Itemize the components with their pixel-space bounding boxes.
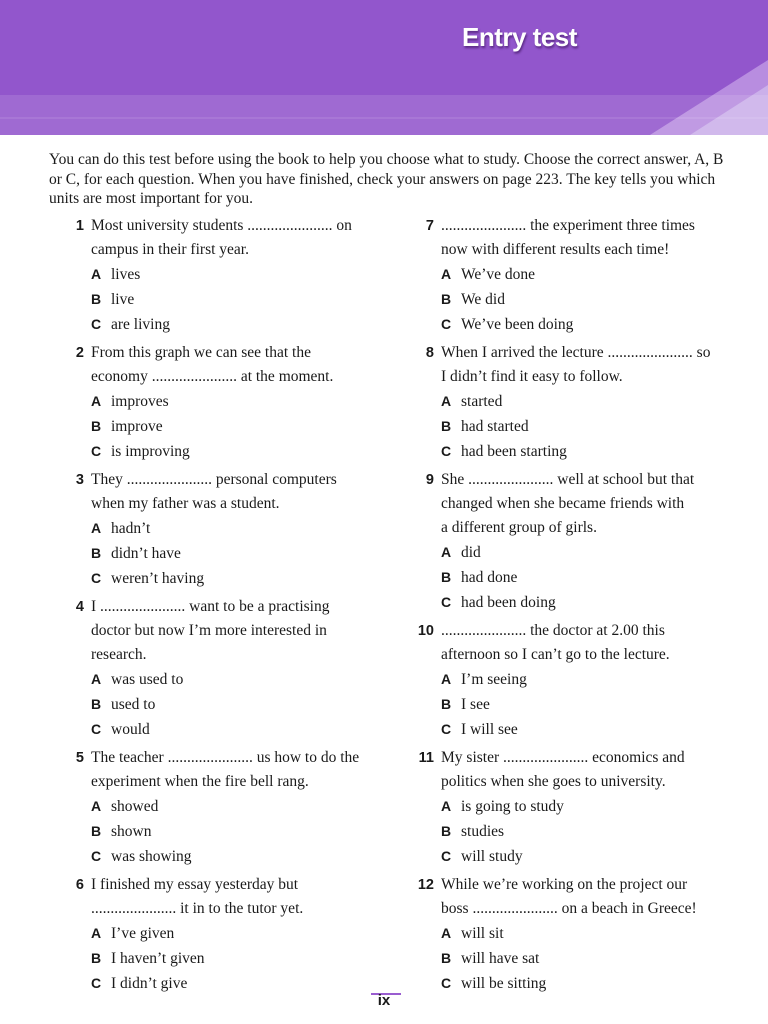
option-letter: B <box>441 696 452 712</box>
question-text-line: doctor but now I’m more interested in <box>91 622 327 639</box>
question-text-line: ...................... it in to the tutor yet. <box>91 900 304 917</box>
option-letter: A <box>441 671 452 687</box>
option-letter: B <box>91 696 102 712</box>
question-number: 8 <box>425 345 434 361</box>
answer-option[interactable] <box>91 921 380 946</box>
question-text-line: She ...................... well at school but that <box>441 471 695 488</box>
option-text: showed <box>111 798 159 815</box>
question-text-line: ...................... the experiment three times <box>441 217 695 234</box>
answer-option[interactable] <box>91 287 380 312</box>
question-text-line: From this graph we can see that the <box>91 344 311 361</box>
option-text: used to <box>111 696 156 713</box>
question-text-line: While we’re working on the project our <box>441 876 688 893</box>
question-text-line: I finished my essay yesterday but <box>91 876 299 893</box>
option-text: studies <box>461 823 505 840</box>
answer-option[interactable] <box>441 667 730 692</box>
option-letter: B <box>91 545 102 561</box>
option-letter: C <box>91 721 102 737</box>
question-number: 7 <box>425 218 434 234</box>
option-letter: A <box>441 925 452 941</box>
question-item <box>60 746 380 869</box>
option-text: improves <box>111 393 169 410</box>
answer-option[interactable] <box>441 844 730 869</box>
option-letter: C <box>91 316 102 332</box>
question-item <box>410 214 730 337</box>
option-text: didn’t have <box>111 545 181 562</box>
option-text: will be sitting <box>461 975 547 992</box>
answer-option[interactable] <box>91 946 380 971</box>
option-text: had been doing <box>461 594 556 611</box>
option-letter: A <box>441 393 452 409</box>
option-letter: C <box>441 848 452 864</box>
question-number: 4 <box>75 599 84 615</box>
question-item <box>410 873 730 996</box>
question-number: 1 <box>75 218 84 234</box>
option-text: are living <box>111 316 170 333</box>
option-text: I haven’t given <box>111 950 205 967</box>
question-text-line: I ...................... want to be a practising <box>91 598 330 615</box>
option-letter: C <box>441 975 452 991</box>
option-letter: A <box>91 925 102 941</box>
option-text: was used to <box>111 671 184 688</box>
question-text-line: experiment when the fire bell rang. <box>91 773 309 790</box>
option-text: I will see <box>461 721 518 738</box>
option-text: was showing <box>111 848 192 865</box>
option-letter: B <box>91 291 102 307</box>
answer-option[interactable] <box>91 262 380 287</box>
question-item <box>60 468 380 591</box>
answer-option[interactable] <box>91 414 380 439</box>
option-letter: C <box>91 848 102 864</box>
answer-option[interactable] <box>441 414 730 439</box>
answer-option[interactable] <box>441 946 730 971</box>
answer-option[interactable] <box>441 565 730 590</box>
option-letter: C <box>91 570 102 586</box>
question-text-line: I didn’t find it easy to follow. <box>441 368 623 385</box>
question-number: 3 <box>75 472 84 488</box>
answer-option[interactable] <box>91 389 380 414</box>
option-letter: B <box>91 950 102 966</box>
question-number: 11 <box>418 750 434 766</box>
question-text-line: ...................... the doctor at 2.00 this <box>441 622 665 639</box>
option-text: We did <box>461 291 505 308</box>
option-text: will have sat <box>461 950 540 967</box>
option-letter: B <box>441 291 452 307</box>
header-banner <box>0 0 768 135</box>
question-text-line: The teacher ...................... us how to do the <box>91 749 360 766</box>
answer-option[interactable] <box>91 439 380 464</box>
answer-option[interactable] <box>441 590 730 615</box>
answer-option[interactable] <box>441 439 730 464</box>
option-text: had started <box>461 418 529 435</box>
answer-option[interactable] <box>441 312 730 337</box>
question-number: 2 <box>75 345 84 361</box>
answer-option[interactable] <box>441 692 730 717</box>
option-letter: B <box>441 418 452 434</box>
option-text: is going to study <box>461 798 564 815</box>
option-letter: C <box>441 721 452 737</box>
answer-option[interactable] <box>441 540 730 565</box>
answer-option[interactable] <box>91 312 380 337</box>
option-letter: C <box>91 975 102 991</box>
option-text: had done <box>461 569 518 586</box>
answer-option[interactable] <box>91 794 380 819</box>
option-letter: C <box>441 443 452 459</box>
answer-option[interactable] <box>441 921 730 946</box>
question-text-line: When I arrived the lecture ...................... so <box>441 344 711 361</box>
question-text-line: Most university students ...................... on <box>91 217 352 234</box>
question-item <box>410 341 730 464</box>
answer-option[interactable] <box>91 819 380 844</box>
question-number: 9 <box>425 472 434 488</box>
option-letter: C <box>441 316 452 332</box>
question-number: 12 <box>417 877 434 893</box>
question-text-line: changed when she became friends with <box>441 495 685 512</box>
instructions: You can do this test before using the book to help you choose what to study. Choose the correct answer, A, B or C, for each question. When you have finished, check your answers on page 223. The key tells you which units are most important for you. <box>49 151 724 207</box>
answer-option[interactable] <box>91 516 380 541</box>
answer-option[interactable] <box>441 287 730 312</box>
question-text-line: boss ...................... on a beach in Greece! <box>441 900 697 917</box>
option-text: live <box>111 291 135 308</box>
option-letter: A <box>91 520 102 536</box>
question-number: 6 <box>75 877 84 893</box>
questions-right-column <box>410 214 730 1000</box>
option-letter: C <box>91 443 102 459</box>
questions-left-column <box>60 214 380 1000</box>
answer-option[interactable] <box>91 541 380 566</box>
option-letter: A <box>91 671 102 687</box>
answer-option[interactable] <box>91 717 380 742</box>
question-number: 5 <box>75 750 84 766</box>
option-letter: B <box>441 569 452 585</box>
option-text: I’m seeing <box>461 671 527 688</box>
question-text-line: politics when she goes to university. <box>441 773 666 790</box>
question-text-line: research. <box>91 646 147 663</box>
option-text: We’ve done <box>461 266 536 283</box>
question-text-line: My sister ...................... economics and <box>441 749 685 766</box>
option-text: weren’t having <box>111 570 205 587</box>
answer-option[interactable] <box>91 844 380 869</box>
option-letter: C <box>441 594 452 610</box>
option-letter: A <box>441 798 452 814</box>
answer-option[interactable] <box>441 794 730 819</box>
question-text-line: They ...................... personal computers <box>91 471 337 488</box>
option-text: will study <box>461 848 523 865</box>
question-item <box>60 341 380 464</box>
option-letter: B <box>441 950 452 966</box>
answer-option[interactable] <box>441 262 730 287</box>
question-item <box>410 468 730 615</box>
option-letter: A <box>441 266 452 282</box>
question-text-line: a different group of girls. <box>441 519 597 536</box>
answer-option[interactable] <box>441 389 730 414</box>
banner-decoration <box>0 0 768 135</box>
option-text: We’ve been doing <box>461 316 574 333</box>
answer-option[interactable] <box>91 667 380 692</box>
option-letter: A <box>91 798 102 814</box>
option-text: did <box>461 544 481 561</box>
question-item <box>60 873 380 996</box>
question-text-line: now with different results each time! <box>441 241 670 258</box>
option-letter: B <box>91 418 102 434</box>
option-text: had been starting <box>461 443 567 460</box>
question-item <box>60 595 380 742</box>
question-item <box>410 746 730 869</box>
option-text: I see <box>461 696 490 713</box>
option-text: improve <box>111 418 163 435</box>
question-text-line: economy ...................... at the moment. <box>91 368 334 385</box>
answer-option[interactable] <box>441 717 730 742</box>
option-letter: A <box>91 266 102 282</box>
option-text: started <box>461 393 503 410</box>
option-letter: A <box>91 393 102 409</box>
option-text: would <box>111 721 150 738</box>
option-text: is improving <box>111 443 190 460</box>
answer-option[interactable] <box>91 692 380 717</box>
option-text: lives <box>111 266 141 283</box>
question-item <box>410 619 730 742</box>
question-text-line: campus in their first year. <box>91 241 249 258</box>
question-number: 10 <box>417 623 434 639</box>
option-letter: A <box>441 544 452 560</box>
question-text-line: afternoon so I can’t go to the lecture. <box>441 646 670 663</box>
page-number: ix <box>377 992 391 1009</box>
question-text-line: when my father was a student. <box>91 495 280 512</box>
question-item <box>60 214 380 337</box>
option-text: hadn’t <box>111 520 151 537</box>
option-letter: B <box>441 823 452 839</box>
option-letter: B <box>91 823 102 839</box>
answer-option[interactable] <box>441 819 730 844</box>
page-title: Entry test <box>462 22 577 52</box>
answer-option[interactable] <box>91 566 380 591</box>
option-text: shown <box>111 823 152 840</box>
option-text: will sit <box>461 925 504 942</box>
option-text: I’ve given <box>111 925 175 942</box>
option-text: I didn’t give <box>111 975 188 992</box>
